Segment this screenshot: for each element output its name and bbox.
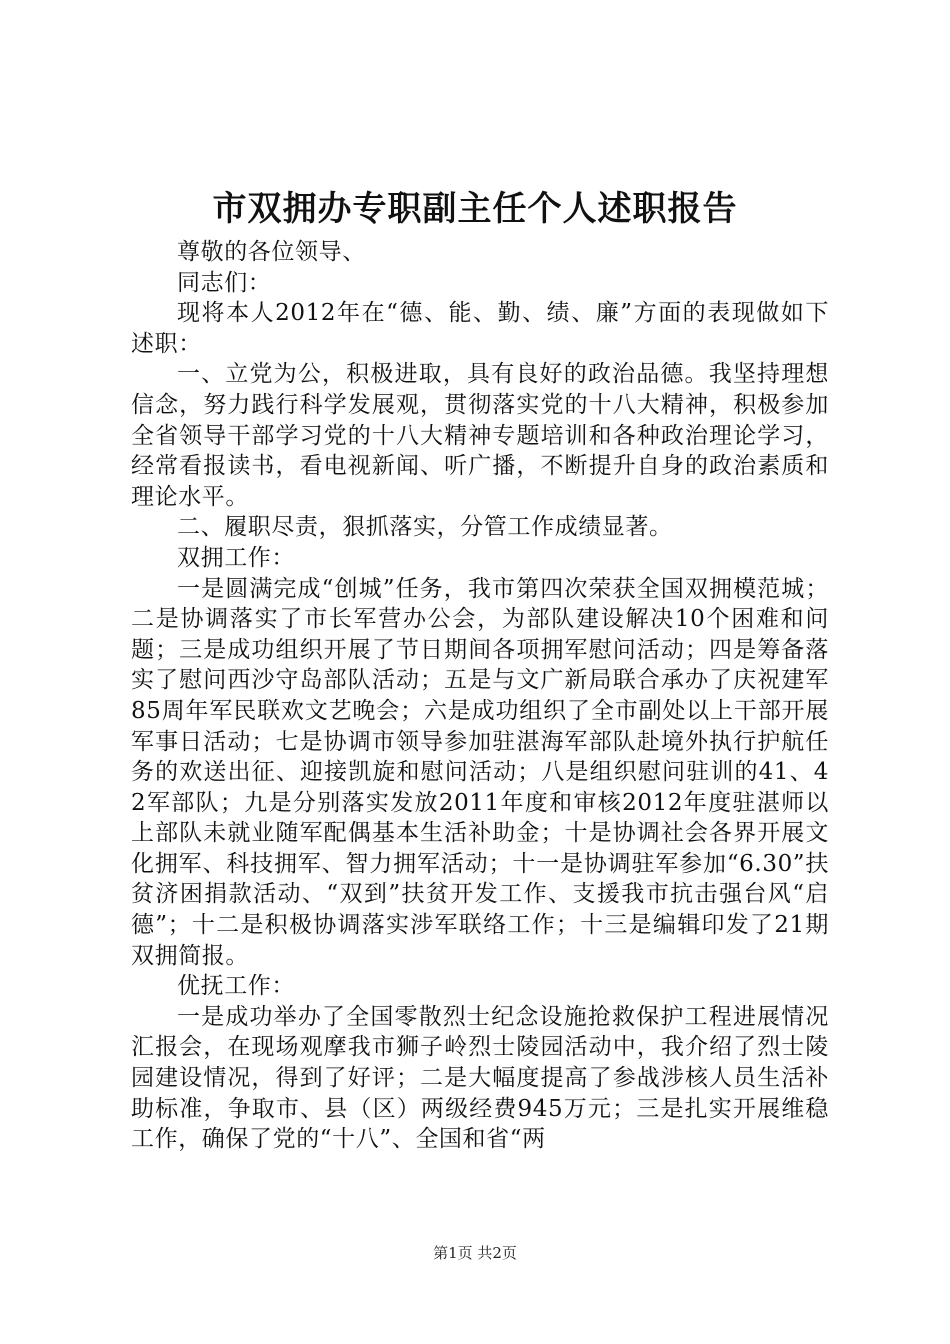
youfu-paragraph: 一是成功举办了全国零散烈士纪念设施抢救保护工程进展情况汇报会，在现场观摩我市狮子岭烈士陵园活动中，我介绍了烈士陵园建设情况，得到了好评；二是大幅度提高了参战涉核人员生活补助标准，争取市、县（区）两级经费945万元；三是扎实开展维稳工作，确保了党的“十八”、全国和省“两: [131, 1003, 829, 1153]
salutation-line-2: 同志们：: [177, 269, 272, 296]
document-body: [131, 237, 829, 1155]
section-1-paragraph: 一、立党为公，积极进取，具有良好的政治品德。我坚持理想信念，努力践行科学发展观，贯彻落实党的十八大精神，积极参加全省领导干部学习党的十八大精神专题培训和各种政治理论学习，经常看报读书，看电视新闻、听广播，不断提升自身的政治素质和理论水平。: [131, 361, 829, 510]
section-2-heading: 二、履职尽责，狠抓落实，分管工作成绩显著。: [177, 514, 673, 541]
shuangyong-paragraph: 一是圆满完成“创城”任务，我市第四次荣获全国双拥模范城；二是协调落实了市长军营办公会，为部队建设解决10个困难和问题；三是成功组织开展了节日期间各项拥军慰问活动；四是筹备落实了慰问西沙守岛部队活动；五是与文广新局联合承办了庆祝建军85周年军民联欢文艺晚会；六是成功组织了全市副处以上干部开展军事日活动；七是协调市领导参加驻湛海军部队赴境外执行护航任务的欢送出征、迎接凯旋和慰问活动；八是组织慰问驻训的41、42军部队；九是分别落实发放2011年度和审核2012年度驻湛师以上部队未就业随军配偶基本生活补助金；十是协调社会各界开展文化拥军、科技拥军、智力拥军活动；十一是协调驻军参加“6.30”扶贫济困捐款活动、“双到”扶贫开发工作、支援我市抗击强台风“启德”；十二是积极协调落实涉军联络工作；十三是编辑印发了21期双拥简报。: [131, 575, 829, 969]
youfu-heading: 优抚工作：: [177, 973, 295, 1000]
salutation-line-1: 尊敬的各位领导、: [177, 239, 366, 265]
shuangyong-heading: 双拥工作：: [177, 544, 295, 571]
intro-paragraph: 现将本人2012年在“德、能、勤、绩、廉”方面的表现做如下述职：: [131, 300, 829, 357]
document-title: 市双拥办专职副主任个人述职报告: [212, 189, 738, 229]
page-number-footer: 第1页 共2页: [433, 1244, 517, 1262]
